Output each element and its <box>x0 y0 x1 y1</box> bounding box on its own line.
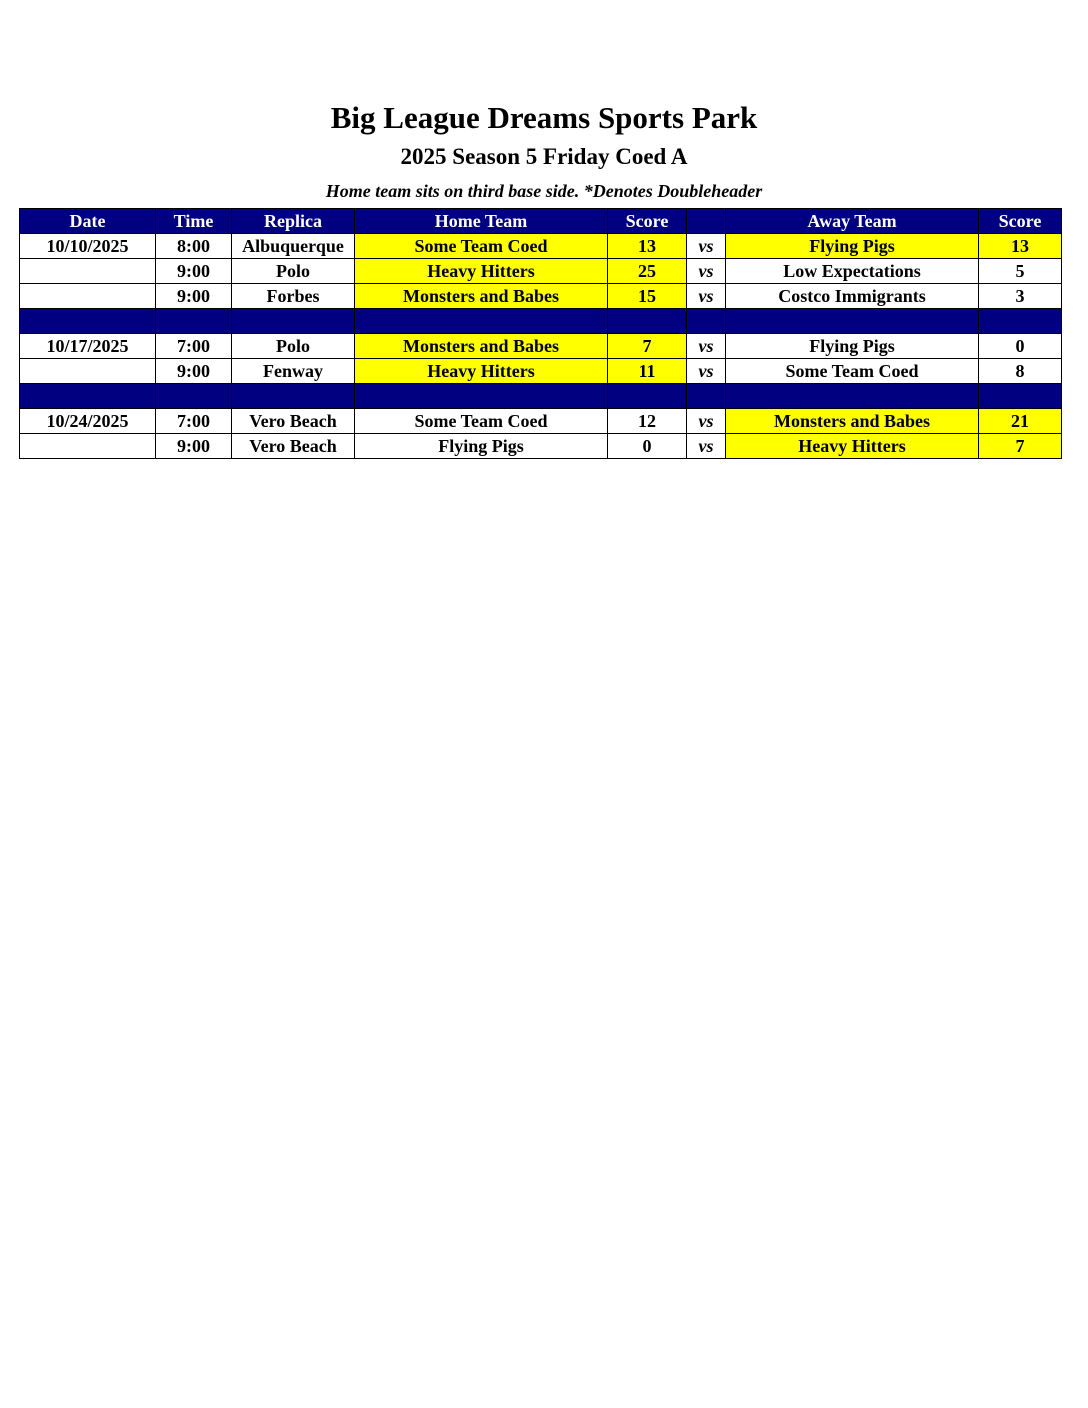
replica-cell: Albuquerque <box>232 234 355 259</box>
home-score-cell: 12 <box>608 409 687 434</box>
home-team-cell: Heavy Hitters <box>355 259 608 284</box>
column-header-home-team: Home Team <box>355 209 608 234</box>
separator-cell <box>156 309 232 334</box>
table-row <box>20 409 1062 434</box>
schedule-note: Home team sits on third base side. *Denotes Doubleheader <box>325 181 763 201</box>
home-team-cell: Flying Pigs <box>355 434 608 459</box>
table-row <box>20 259 1062 284</box>
date-cell <box>20 359 156 384</box>
schedule-table <box>19 208 1062 459</box>
replica-cell: Fenway <box>232 359 355 384</box>
replica-cell: Polo <box>232 259 355 284</box>
away-team-cell: Monsters and Babes <box>726 409 979 434</box>
separator-cell <box>726 384 979 409</box>
table-row <box>20 234 1062 259</box>
table-header-row <box>20 209 1062 234</box>
time-cell: 9:00 <box>156 359 232 384</box>
separator-cell <box>687 309 726 334</box>
replica-cell: Vero Beach <box>232 434 355 459</box>
separator-cell <box>232 384 355 409</box>
vs-cell: vs <box>687 359 726 384</box>
separator-cell <box>608 384 687 409</box>
date-cell <box>20 434 156 459</box>
away-team-cell: Heavy Hitters <box>726 434 979 459</box>
home-team-cell: Monsters and Babes <box>355 334 608 359</box>
date-cell: 10/10/2025 <box>20 234 156 259</box>
separator-cell <box>979 384 1062 409</box>
home-team-cell: Heavy Hitters <box>355 359 608 384</box>
separator-cell <box>979 309 1062 334</box>
home-team-cell: Some Team Coed <box>355 234 608 259</box>
away-team-cell: Flying Pigs <box>726 234 979 259</box>
column-header-away-score: Score <box>979 209 1062 234</box>
table-row <box>20 359 1062 384</box>
away-team-cell: Some Team Coed <box>726 359 979 384</box>
home-team-cell: Some Team Coed <box>355 409 608 434</box>
home-score-cell: 13 <box>608 234 687 259</box>
away-score-cell: 3 <box>979 284 1062 309</box>
week-separator-row <box>20 309 1062 334</box>
separator-cell <box>232 309 355 334</box>
time-cell: 7:00 <box>156 409 232 434</box>
away-team-cell: Flying Pigs <box>726 334 979 359</box>
separator-cell <box>156 384 232 409</box>
time-cell: 9:00 <box>156 284 232 309</box>
separator-cell <box>726 309 979 334</box>
away-team-cell: Low Expectations <box>726 259 979 284</box>
table-row <box>20 434 1062 459</box>
away-team-cell: Costco Immigrants <box>726 284 979 309</box>
away-score-cell: 5 <box>979 259 1062 284</box>
date-cell: 10/17/2025 <box>20 334 156 359</box>
replica-cell: Forbes <box>232 284 355 309</box>
vs-cell: vs <box>687 284 726 309</box>
table-row <box>20 334 1062 359</box>
home-score-cell: 11 <box>608 359 687 384</box>
column-header-date: Date <box>20 209 156 234</box>
week-separator-row <box>20 384 1062 409</box>
separator-cell <box>608 309 687 334</box>
separator-cell <box>20 384 156 409</box>
time-cell: 9:00 <box>156 259 232 284</box>
vs-cell: vs <box>687 259 726 284</box>
column-header-vs <box>687 209 726 234</box>
date-cell <box>20 259 156 284</box>
home-score-cell: 25 <box>608 259 687 284</box>
replica-cell: Polo <box>232 334 355 359</box>
away-score-cell: 13 <box>979 234 1062 259</box>
replica-cell: Vero Beach <box>232 409 355 434</box>
home-team-cell: Monsters and Babes <box>355 284 608 309</box>
vs-cell: vs <box>687 234 726 259</box>
page-title: Big League Dreams Sports Park <box>330 100 758 135</box>
vs-cell: vs <box>687 434 726 459</box>
column-header-away-team: Away Team <box>726 209 979 234</box>
vs-cell: vs <box>687 334 726 359</box>
away-score-cell: 21 <box>979 409 1062 434</box>
date-cell <box>20 284 156 309</box>
separator-cell <box>355 384 608 409</box>
page-subtitle: 2025 Season 5 Friday Coed A <box>400 144 688 169</box>
vs-cell: vs <box>687 409 726 434</box>
time-cell: 7:00 <box>156 334 232 359</box>
table-row <box>20 284 1062 309</box>
home-score-cell: 7 <box>608 334 687 359</box>
separator-cell <box>20 309 156 334</box>
away-score-cell: 8 <box>979 359 1062 384</box>
schedule-body <box>20 234 1062 459</box>
time-cell: 9:00 <box>156 434 232 459</box>
time-cell: 8:00 <box>156 234 232 259</box>
away-score-cell: 0 <box>979 334 1062 359</box>
column-header-home-score: Score <box>608 209 687 234</box>
column-header-time: Time <box>156 209 232 234</box>
away-score-cell: 7 <box>979 434 1062 459</box>
column-header-replica: Replica <box>232 209 355 234</box>
separator-cell <box>355 309 608 334</box>
separator-cell <box>687 384 726 409</box>
home-score-cell: 15 <box>608 284 687 309</box>
date-cell: 10/24/2025 <box>20 409 156 434</box>
home-score-cell: 0 <box>608 434 687 459</box>
